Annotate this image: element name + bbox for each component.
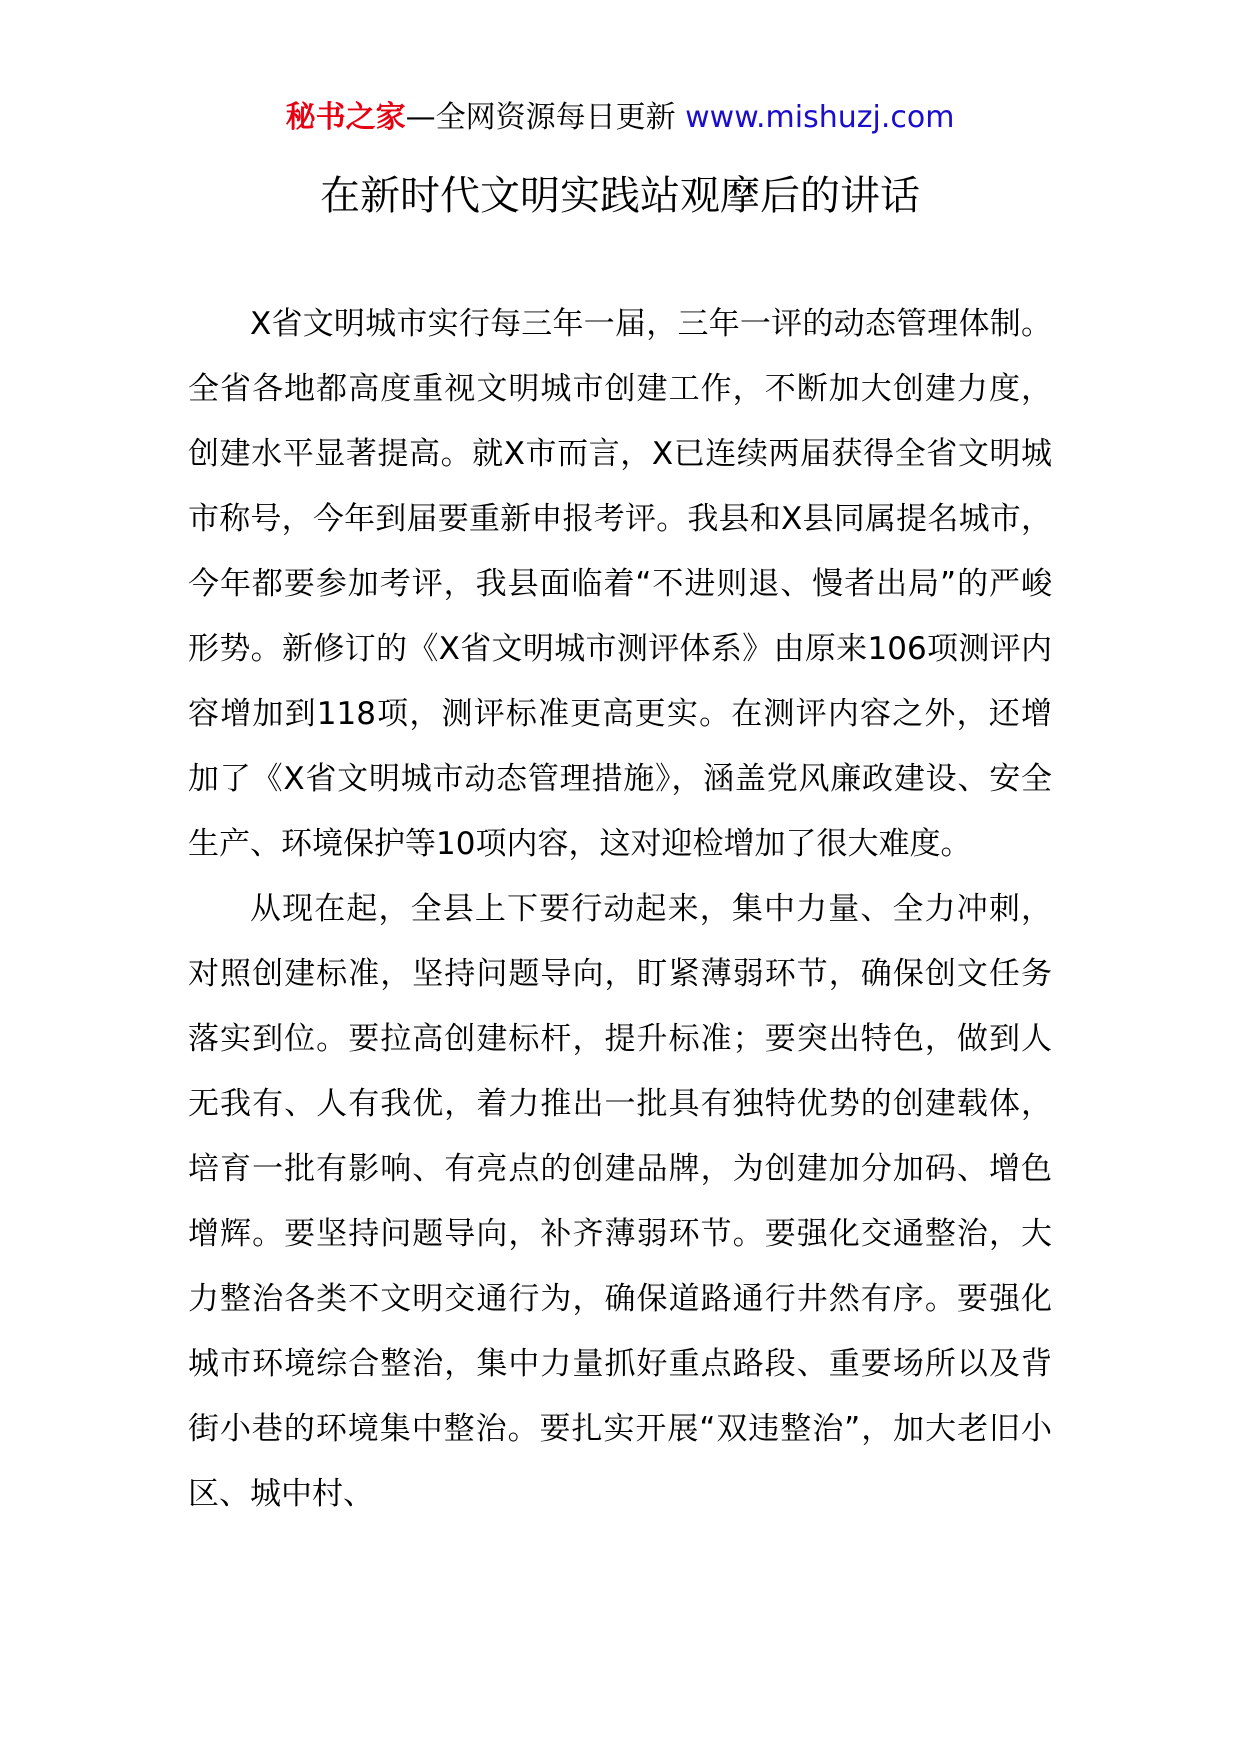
site-header: [0, 96, 1240, 140]
site-url-link[interactable]: www.mishuzj.com: [685, 100, 955, 135]
document-title: 在新时代文明实践站观摩后的讲话: [320, 173, 920, 219]
header-tagline: —全网资源每日更新: [405, 100, 686, 135]
brand-name: 秘书之家: [285, 100, 406, 135]
document-body: [188, 292, 1052, 1527]
paragraph-2: 从现在起，全县上下要行动起来，集中力量、全力冲刺，对照创建标准，坚持问题导向，盯紧薄弱环节，确保创文任务落实到位。要拉高创建标杆，提升标准；要突出特色，做到人无我有、人有我优，着力推出一批具有独特优势的创建载体，培育一批有影响、有亮点的创建品牌，为创建加分加码、增色增辉。要坚持问题导向，补齐薄弱环节。要强化交通整治，大力整治各类不文明交通行为，确保道路通行井然有序。要强化城市环境综合整治，集中力量抓好重点路段、重要场所以及背街小巷的环境集中整治。要扎实开展“双违整治”，加大老旧小区、城中村、: [188, 891, 1052, 1512]
paragraph-1: X省文明城市实行每三年一届，三年一评的动态管理体制。全省各地都高度重视文明城市创建工作，不断加大创建力度，创建水平显著提高。就X市而言，X已连续两届获得全省文明城市称号，今年到届要重新申报考评。我县和X县同属提名城市，今年都要参加考评，我县面临着“不进则退、慢者出局”的严峻形势。新修订的《X省文明城市测评体系》由原来106项测评内容增加到118项，测评标准更高更实。在测评内容之外，还增加了《X省文明城市动态管理措施》，涵盖党风廉政建设、安全生产、环境保护等10项内容，这对迎检增加了很大难度。: [188, 306, 1052, 862]
